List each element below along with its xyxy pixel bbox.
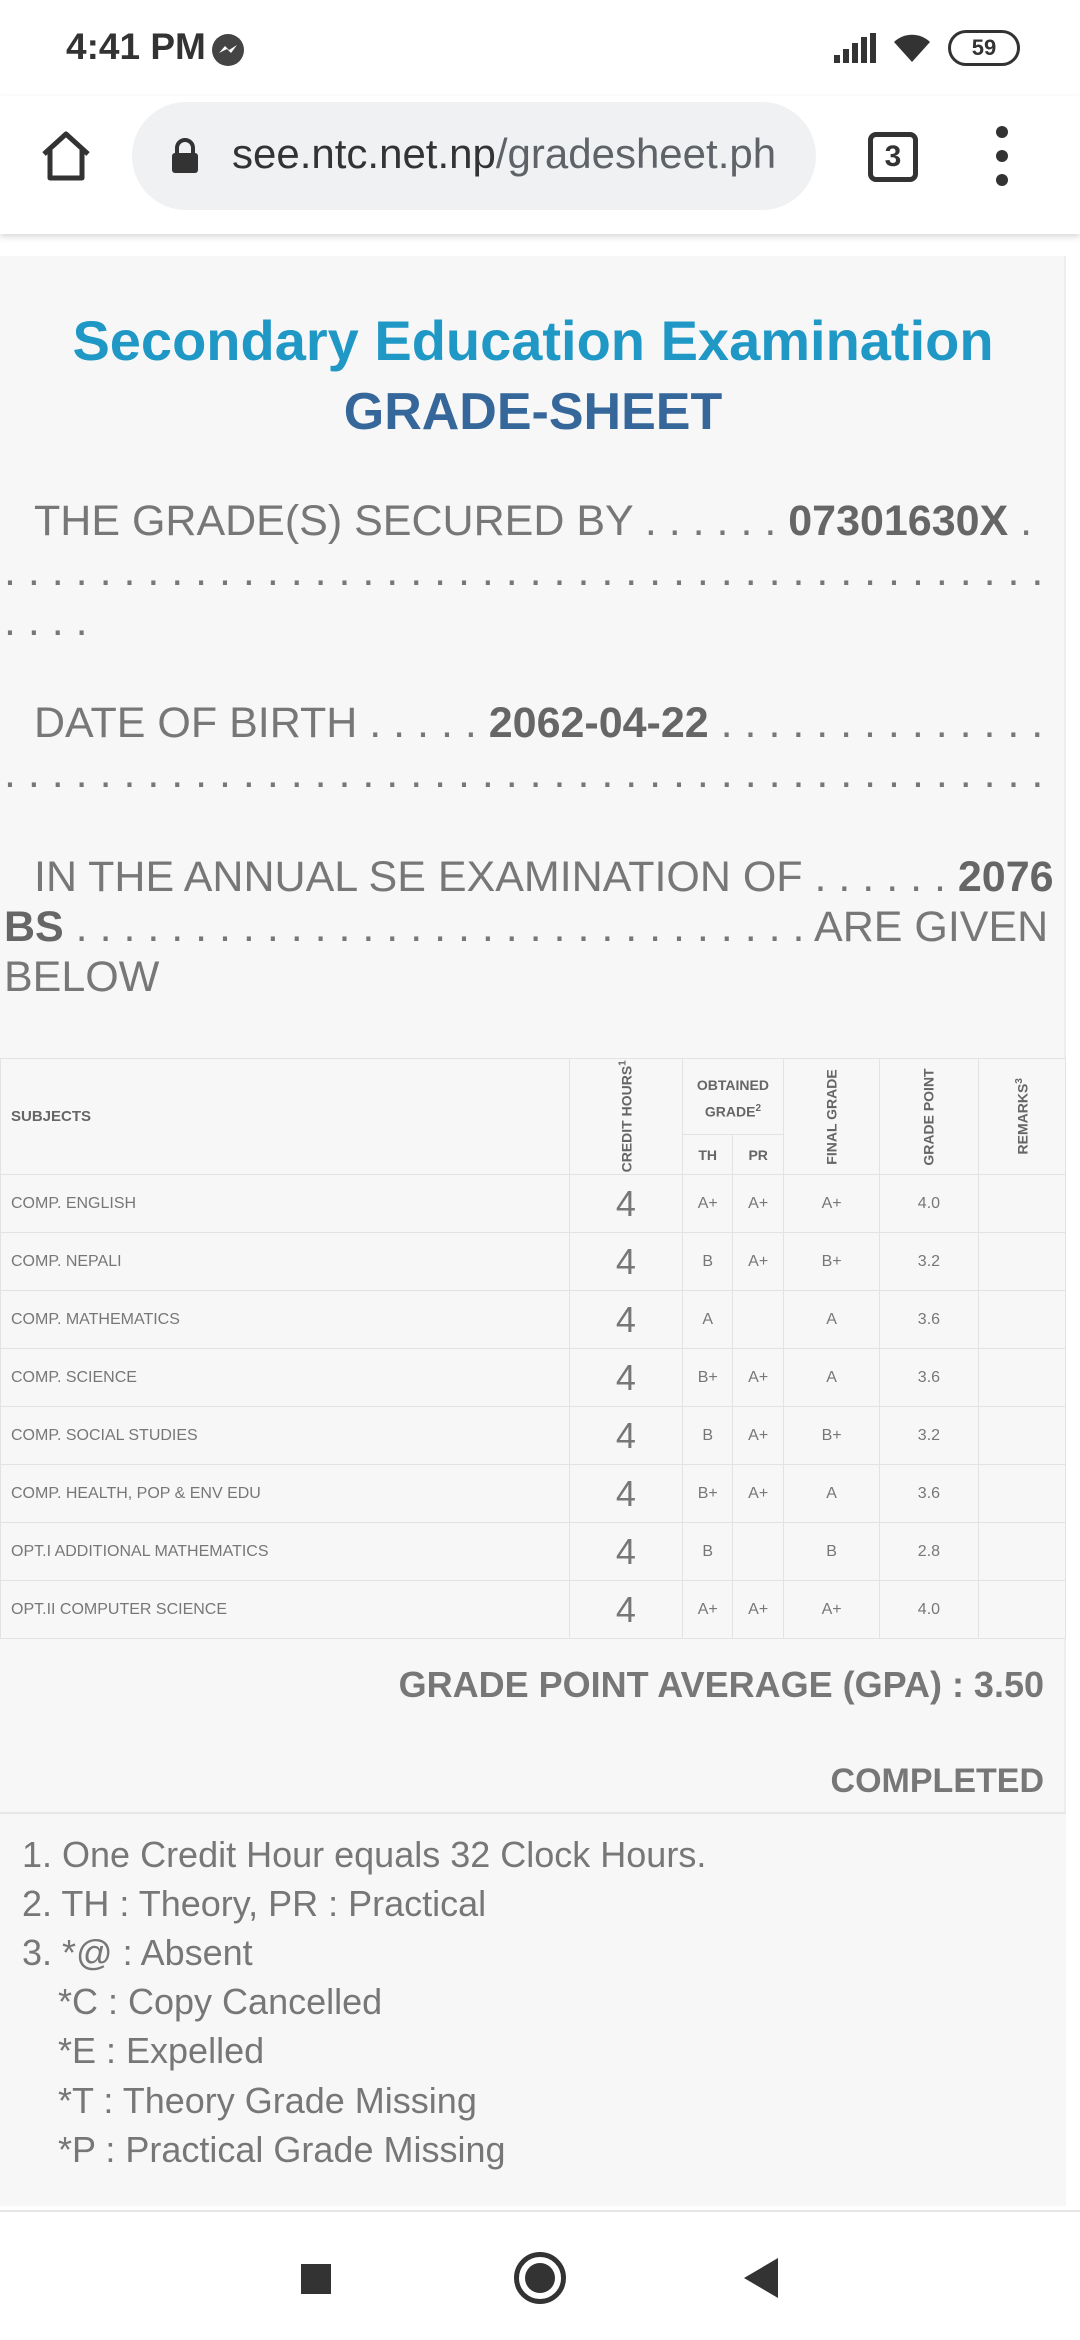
table-row (1, 1175, 1066, 1233)
final-grade-cell: A+ (783, 1175, 879, 1233)
subject-cell: COMP. ENGLISH (1, 1175, 570, 1233)
table-row (1, 1349, 1066, 1407)
grade-point-cell: 3.6 (880, 1465, 978, 1523)
exam-line: IN THE ANNUAL SE EXAMINATION OF . . . . . . 2076 BS . . . . . . . . . . . . . . . . . . . . . . . . . . . . . . . ARE GIVEN BELOW (4, 853, 1054, 1001)
subject-cell: OPT.I ADDITIONAL MATHEMATICS (1, 1523, 570, 1581)
pr-grade-cell (733, 1523, 783, 1581)
wifi-icon (892, 32, 932, 64)
pr-grade-cell (733, 1291, 783, 1349)
final-grade-cell: A+ (783, 1581, 879, 1639)
credit-cell: 4 (569, 1465, 682, 1523)
subject-cell: COMP. NEPALI (1, 1233, 570, 1291)
remarks-cell (978, 1349, 1065, 1407)
subject-cell: COMP. HEALTH, POP & ENV EDU (1, 1465, 570, 1523)
back-icon[interactable] (744, 2258, 778, 2298)
th-grade-cell: B (683, 1407, 733, 1465)
gpa-summary: GRADE POINT AVERAGE (GPA) : 3.50 (398, 1664, 1044, 1705)
remarks-cell (978, 1581, 1065, 1639)
pr-grade-cell: A+ (733, 1465, 783, 1523)
header-subjects: SUBJECTS (1, 1059, 570, 1175)
signal-icon (834, 33, 876, 63)
pr-grade-cell: A+ (733, 1407, 783, 1465)
table-row (1, 1291, 1066, 1349)
pr-grade-cell: A+ (733, 1349, 783, 1407)
subject-cell: COMP. SCIENCE (1, 1349, 570, 1407)
status-time: 4:41 PM (66, 26, 206, 67)
exam-calendar: BS (4, 903, 64, 951)
th-grade-cell: A+ (683, 1175, 733, 1233)
grade-point-cell: 3.2 (880, 1233, 978, 1291)
dob-line: DATE OF BIRTH . . . . . 2062-04-22 . . . . . . . . . . . . . . . . . . . . . . . . . . . . . . . . . . . . . . . . . . . . . . . . . . . . . . . . . . (4, 699, 1044, 797)
exam-year: 2076 (957, 853, 1054, 901)
subject-cell: COMP. SOCIAL STUDIES (1, 1407, 570, 1465)
grades-table (0, 1058, 1066, 1639)
gradesheet-page (0, 256, 1066, 2206)
grade-point-cell: 4.0 (880, 1581, 978, 1639)
messenger-icon (210, 32, 246, 68)
grade-point-cell: 3.6 (880, 1349, 978, 1407)
browser-toolbar (0, 96, 1080, 234)
credit-cell: 4 (569, 1407, 682, 1465)
url-path: /gradesheet.ph (495, 130, 777, 177)
credit-cell: 4 (569, 1233, 682, 1291)
table-row (1, 1465, 1066, 1523)
header-final-grade: FINAL GRADE (783, 1059, 879, 1175)
symbol-number: 07301630X (788, 497, 1009, 545)
home-icon[interactable] (36, 126, 96, 186)
table-row (1, 1233, 1066, 1291)
footnote-2: 2. TH : Theory, PR : Practical (22, 1883, 487, 1924)
th-grade-cell: A+ (683, 1581, 733, 1639)
url-domain: see.ntc.net.np (232, 130, 496, 177)
grade-point-cell: 3.2 (880, 1407, 978, 1465)
address-bar[interactable] (132, 102, 816, 210)
table-row (1, 1581, 1066, 1639)
credit-cell: 4 (569, 1581, 682, 1639)
final-grade-cell: A (783, 1349, 879, 1407)
footnote-3: 3. *@ : Absent (22, 1932, 253, 1973)
more-menu-icon[interactable] (990, 126, 1014, 186)
grade-point-cell: 2.8 (880, 1523, 978, 1581)
th-grade-cell: A (683, 1291, 733, 1349)
th-grade-cell: B+ (683, 1465, 733, 1523)
remarks-cell (978, 1523, 1065, 1581)
dob-value: 2062-04-22 (488, 699, 709, 747)
pr-grade-cell: A+ (733, 1581, 783, 1639)
remarks-cell (978, 1175, 1065, 1233)
remarks-cell (978, 1233, 1065, 1291)
system-nav-bar (0, 2210, 1080, 2340)
th-grade-cell: B (683, 1233, 733, 1291)
footnote-3-copy-cancelled: *C : Copy Cancelled (58, 1981, 383, 2022)
subject-cell: OPT.II COMPUTER SCIENCE (1, 1581, 570, 1639)
tab-count: 3 (884, 140, 902, 173)
grade-point-cell: 3.6 (880, 1291, 978, 1349)
status-icons (834, 30, 1020, 66)
final-grade-cell: B (783, 1523, 879, 1581)
th-grade-cell: B (683, 1523, 733, 1581)
exam-suffix: ARE GIVEN BELOW (4, 903, 1049, 1001)
header-th: TH (683, 1135, 733, 1175)
status-bar (0, 0, 1080, 96)
battery-level: 59 (971, 35, 997, 60)
home-nav-icon[interactable] (514, 2252, 566, 2304)
url-text (232, 130, 776, 178)
tab-switcher-button[interactable] (868, 132, 918, 182)
battery-icon (948, 30, 1020, 66)
remarks-cell (978, 1465, 1065, 1523)
footnotes (0, 1812, 1066, 2206)
recents-icon[interactable] (301, 2264, 331, 2294)
remarks-cell (978, 1291, 1065, 1349)
header-grade-point: GRADE POINT (880, 1059, 978, 1175)
credit-cell: 4 (569, 1349, 682, 1407)
exam-label: IN THE ANNUAL SE EXAMINATION OF (34, 853, 803, 901)
secured-by-line: THE GRADE(S) SECURED BY . . . . . . 07301630X . . . . . . . . . . . . . . . . . . . . . . . . . . . . . . . . . . . . . . . . . . . . . . . . . (4, 497, 1044, 645)
grade-point-cell: 4.0 (880, 1175, 978, 1233)
subject-cell: COMP. MATHEMATICS (1, 1291, 570, 1349)
pr-grade-cell: A+ (733, 1233, 783, 1291)
dob-label: DATE OF BIRTH (34, 699, 358, 747)
footnote-3-theory-missing: *T : Theory Grade Missing (58, 2080, 477, 2121)
final-grade-cell: B+ (783, 1407, 879, 1465)
pr-grade-cell: A+ (733, 1175, 783, 1233)
result-status: COMPLETED (830, 1762, 1044, 1800)
credit-cell: 4 (569, 1291, 682, 1349)
final-grade-cell: A (783, 1291, 879, 1349)
th-grade-cell: B+ (683, 1349, 733, 1407)
lock-icon (170, 138, 200, 174)
credit-cell: 4 (569, 1523, 682, 1581)
footnote-3-practical-missing: *P : Practical Grade Missing (58, 2129, 506, 2170)
remarks-cell (978, 1407, 1065, 1465)
footnote-1: 1. One Credit Hour equals 32 Clock Hours. (22, 1834, 707, 1875)
exam-title: Secondary Education Examination (72, 309, 994, 372)
footnote-3-expelled: *E : Expelled (58, 2030, 265, 2071)
final-grade-cell: B+ (783, 1233, 879, 1291)
credit-cell: 4 (569, 1175, 682, 1233)
gradesheet-title: GRADE-SHEET (343, 383, 723, 441)
header-obtained-grade: OBTAINED GRADE$^2$ (683, 1059, 784, 1135)
table-row (1, 1407, 1066, 1465)
header-credit-hours: CREDIT HOURS$^1$ (569, 1059, 682, 1175)
final-grade-cell: A (783, 1465, 879, 1523)
header-remarks: REMARKS$^3$ (978, 1059, 1065, 1175)
header-pr: PR (733, 1135, 783, 1175)
secured-by-label: THE GRADE(S) SECURED BY (34, 497, 633, 545)
table-row (1, 1523, 1066, 1581)
